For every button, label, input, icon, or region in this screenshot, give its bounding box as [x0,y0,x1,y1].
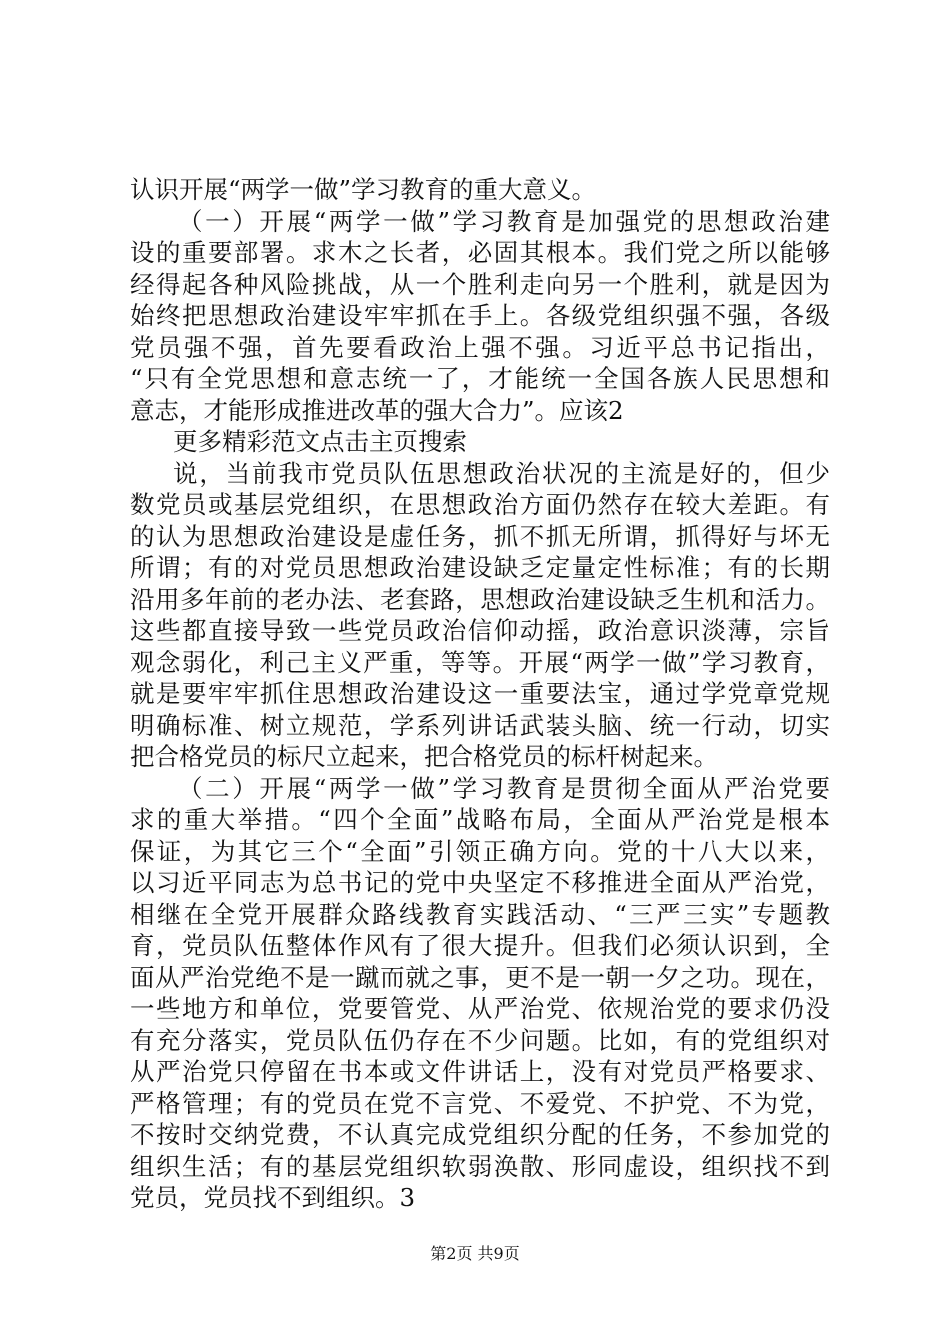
text-line: 数党员或基层党组织，在思想政治方面仍然存在较大差距。有 [130,490,830,519]
text-line: 党员强不强，首先要看政治上强不强。习近平总书记指出， [130,332,830,362]
text-line: 说，当前我市党员队伍思想政治状况的主流是好的，但少 [173,458,830,488]
text-line: 有充分落实，党员队伍仍存在不少问题。比如，有的党组织对 [130,1025,830,1055]
text-line: 观念弱化，利己主义严重，等等。开展“两学一做”学习教育， [130,647,830,677]
text-line: 所谓；有的对党员思想政治建设缺乏定量定性标准；有的长期 [130,553,830,582]
text-line: 一些地方和单位，党要管党、从严治党、依规治党的要求仍没 [130,994,830,1023]
text-line: 从严治党只停留在书本或文件讲话上，没有对党员严格要求、 [130,1057,830,1086]
section-heading-line: （一）开展“两学一做”学习教育是加强党的思想政治建 [178,206,830,236]
text-line: 以习近平同志为总书记的党中央坚定不移推进全面从严治党， [130,868,830,897]
page-number-footer: 第2页 共9页 [430,1244,520,1263]
text-line: 始终把思想政治建设牢牢抓在手上。各级党组织强不强，各级 [130,301,830,330]
text-line: 严格管理；有的党员在党不言党、不爱党、不护党、不为党， [130,1088,830,1118]
document-body [130,174,830,1214]
text-line: 求的重大举措。“四个全面”战略布局，全面从严治党是根本 [130,805,830,834]
text-line: 经得起各种风险挑战，从一个胜利走向另一个胜利，就是因为 [130,269,830,299]
text-line: 不按时交纳党费，不认真完成党组织分配的任务，不参加党的 [130,1120,830,1149]
text-line: 面从严治党绝不是一蹴而就之事，更不是一朝一夕之功。现在， [130,962,830,992]
text-line: 组织生活；有的基层党组织软弱涣散、形同虚设，组织找不到 [130,1151,830,1181]
text-line: 认识开展“两学一做”学习教育的重大意义。 [130,175,597,204]
text-line: “只有全党思想和意志统一了，才能统一全国各族人民思想和 [130,364,830,393]
text-line: 相继在全党开展群众路线教育实践活动、“三严三实”专题教 [130,899,830,929]
section-heading-line: （二）开展“两学一做”学习教育是贯彻全面从严治党要 [178,773,830,803]
promo-line: 更多精彩范文点击主页搜索 [173,427,467,456]
text-line: 保证，为其它三个“全面”引领正确方向。党的十八大以来， [130,836,830,866]
text-line: 明确标准、树立规范，学系列讲话武装头脑、统一行动，切实 [130,710,830,740]
text-line: 的认为思想政治建设是虚任务，抓不抓无所谓，抓得好与坏无 [130,521,830,551]
text-line: 沿用多年前的老办法、老套路，思想政治建设缺乏生机和活力。 [130,584,830,614]
text-line: 把合格党员的标尺立起来，把合格党员的标杆树起来。 [130,742,718,771]
text-line: 就是要牢牢抓住思想政治建设这一重要法宝，通过学党章党规 [130,679,830,708]
text-line: 这些都直接导致一些党员政治信仰动摇，政治意识淡薄，宗旨 [130,616,830,645]
text-line: 育，党员队伍整体作风有了很大提升。但我们必须认识到，全 [130,931,830,960]
text-line: 党员，党员找不到组织。3 [130,1183,416,1212]
text-line: 设的重要部署。求木之长者，必固其根本。我们党之所以能够 [130,238,830,267]
text-line: 意志，才能形成推进改革的强大合力”。应该2 [130,395,624,425]
